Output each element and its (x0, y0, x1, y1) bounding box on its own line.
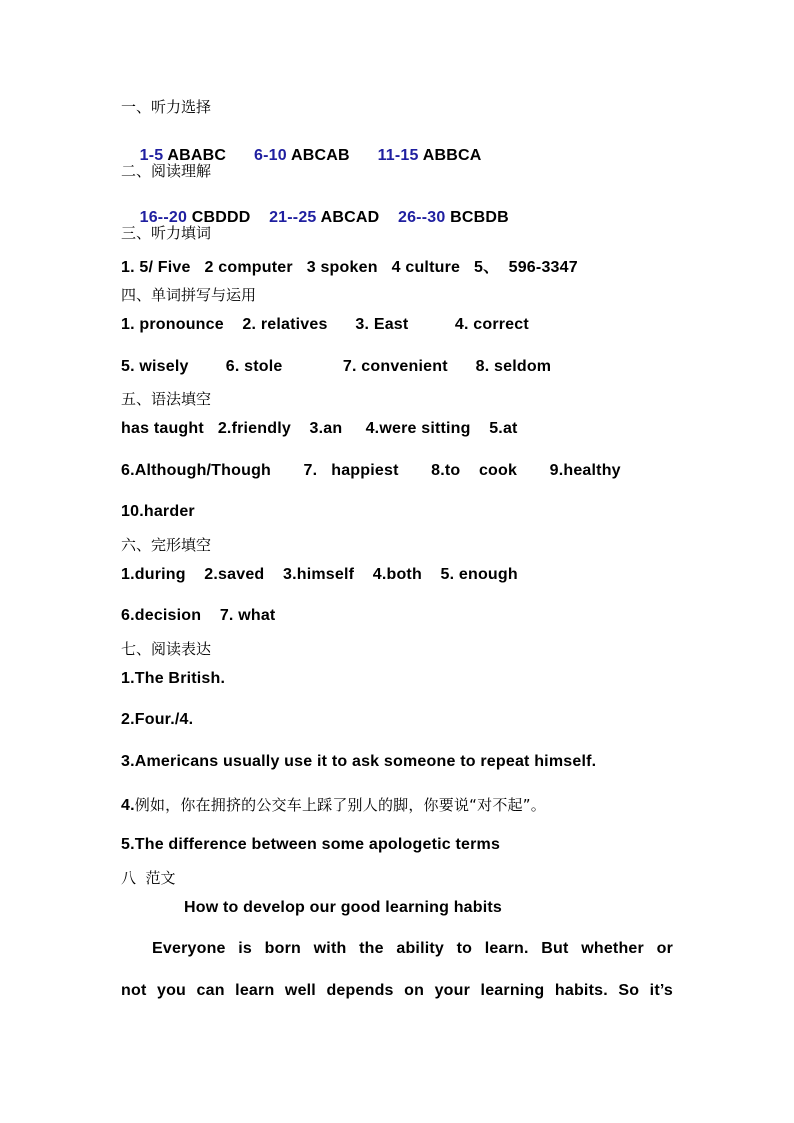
answer-values: ABABC (167, 147, 227, 164)
answer-values: ABBCA (422, 147, 482, 164)
answer-line-grammar-1: has taught 2.friendly 3.an 4.were sitting 5.at (121, 420, 518, 437)
answer-chinese-text: 例如，你在拥挤的公交车上踩了别人的脚，你要说“对不起”。 (134, 796, 546, 814)
answer-line-cloze-2: 6.decision 7. what (121, 607, 276, 624)
answer-values: ABCAD (320, 209, 380, 226)
answer-line-grammar-2: 6.Although/Though 7. happiest 8.to cook 9.healthy (121, 462, 621, 479)
answer-number: 4. (121, 797, 135, 814)
essay-paragraph-line-2: not you can learn well depends on your learning habits. So it’s (121, 982, 673, 999)
section-heading-word-spelling: 四、单词拼写与运用 (121, 286, 257, 304)
answer-line-cloze-1: 1.during 2.saved 3.himself 4.both 5. enough (121, 566, 518, 583)
answer-line-grammar-3: 10.harder (121, 503, 195, 520)
answer-values: BCBDB (450, 209, 509, 226)
answer-expression-5: 5.The difference between some apologetic terms (121, 836, 501, 853)
section-heading-sample-essay: 八 范文 (121, 869, 176, 887)
section-heading-listening-choice: 一、听力选择 (121, 98, 212, 116)
answer-line-listening-fill: 1. 5/ Five 2 computer 3 spoken 4 culture 5、 596-3347 (121, 259, 578, 276)
section-heading-listening-fill: 三、听力填词 (121, 224, 212, 242)
answer-range: 1-5 (139, 147, 164, 164)
answer-range: 21--25 (269, 209, 317, 226)
section-heading-reading: 二、阅读理解 (121, 162, 212, 180)
answer-values: CBDDD (191, 209, 251, 226)
answer-expression-4 (121, 794, 546, 815)
section-heading-reading-expression: 七、阅读表达 (121, 640, 212, 658)
section-heading-cloze: 六、完形填空 (121, 536, 212, 554)
answer-expression-1: 1.The British. (121, 670, 226, 687)
answer-line-word-spelling-1: 1. pronounce 2. relatives 3. East 4. correct (121, 316, 529, 333)
answer-expression-2: 2.Four./4. (121, 711, 194, 728)
answer-range: 26--30 (397, 209, 446, 226)
answer-range: 6-10 (254, 147, 287, 164)
answer-range: 11-15 (377, 147, 419, 164)
answer-values: ABCAB (290, 147, 350, 164)
essay-paragraph-line-1: Everyone is born with the ability to learn. But whether or (152, 940, 673, 957)
answer-line-word-spelling-2: 5. wisely 6. stole 7. convenient 8. seldom (121, 358, 552, 375)
answer-expression-3: 3.Americans usually use it to ask someone to repeat himself. (121, 753, 597, 770)
essay-title: How to develop our good learning habits (184, 899, 503, 916)
section-heading-grammar-fill: 五、语法填空 (121, 390, 212, 408)
answer-range: 16--20 (139, 209, 188, 226)
